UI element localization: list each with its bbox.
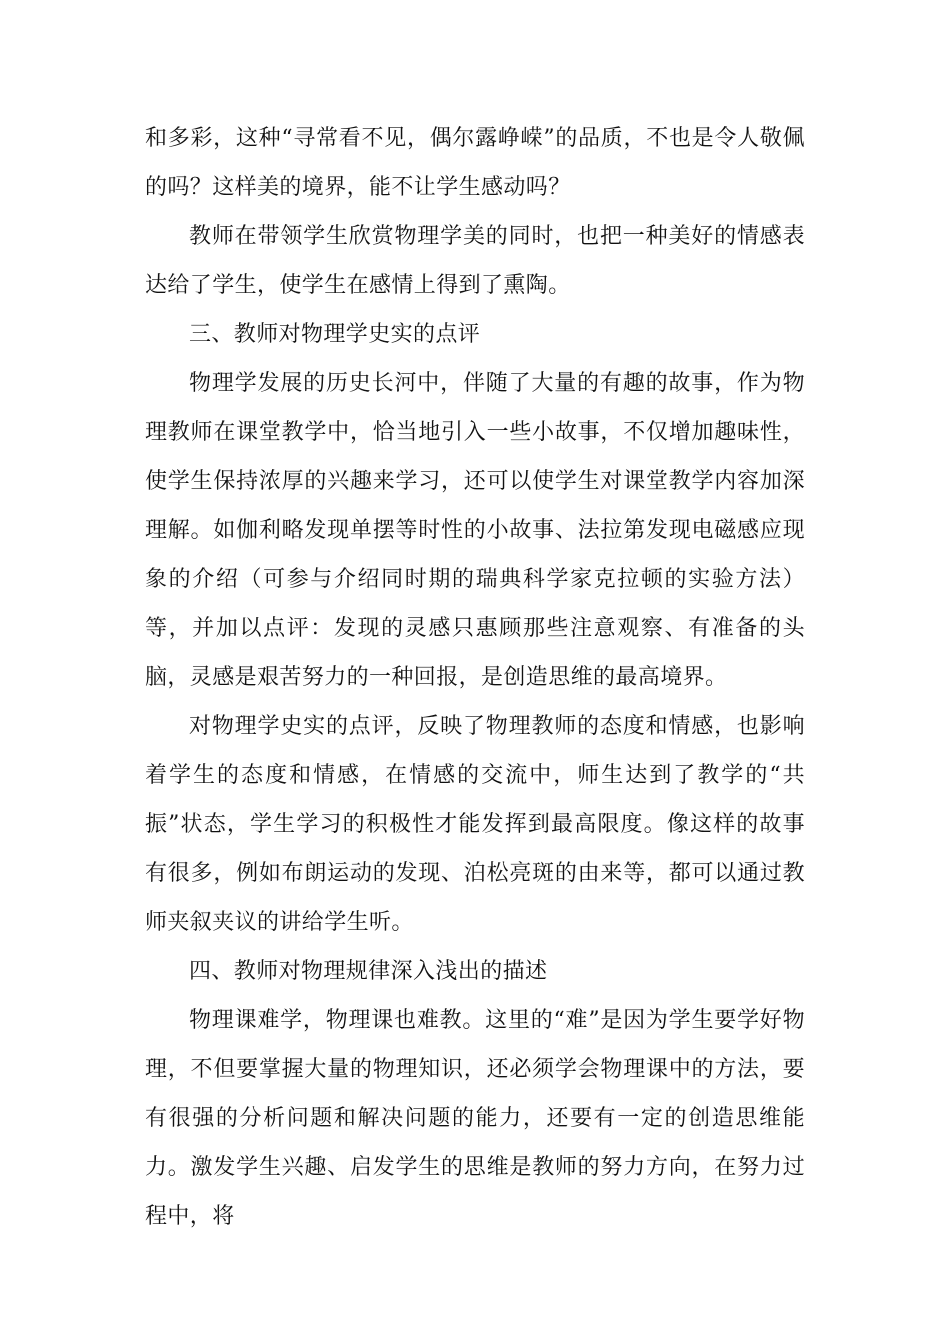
section-heading-4: 四、教师对物理规律深入浅出的描述 — [189, 959, 548, 984]
document-body — [145, 114, 805, 1241]
paragraph-continuation: 和多彩，这种“寻常看不见，偶尔露峥嵘”的品质，不也是令人敬佩的吗？这样美的境界，能不让学生感动吗？ — [145, 126, 805, 200]
section-heading-3: 三、教师对物理学史实的点评 — [189, 322, 481, 347]
paragraph: 对物理学史实的点评，反映了物理教师的态度和情感，也影响着学生的态度和情感，在情感的交流中，师生达到了教学的“共振”状态，学生学习的积极性才能发挥到最高限度。像这样的故事有很多，例如布朗运动的发现、泊松亮斑的由来等，都可以通过教师夹叙夹议的讲给学生听。 — [145, 714, 805, 935]
paragraph: 物理课难学，物理课也难教。这里的“难”是因为学生要学好物理，不但要掌握大量的物理知识，还必须学会物理课中的方法，要有很强的分析问题和解决问题的能力，还要有一定的创造思维能力。激发学生兴趣、启发学生的思维是教师的努力方向，在努力过程中，将 — [145, 1008, 805, 1229]
paragraph: 教师在带领学生欣赏物理学美的同时，也把一种美好的情感表达给了学生，使学生在感情上得到了熏陶。 — [145, 224, 805, 298]
paragraph: 物理学发展的历史长河中，伴随了大量的有趣的故事，作为物理教师在课堂教学中，恰当地引入一些小故事，不仅增加趣味性，使学生保持浓厚的兴趣来学习，还可以使学生对课堂教学内容加深理解。如伽利略发现单摆等时性的小故事、法拉第发现电磁感应现象的介绍（可参与介绍同时期的瑞典科学家克拉顿的实验方法）等，并加以点评：发现的灵感只惠顾那些注意观察、有准备的头脑，灵感是艰苦努力的一种回报，是创造思维的最高境界。 — [145, 371, 805, 690]
